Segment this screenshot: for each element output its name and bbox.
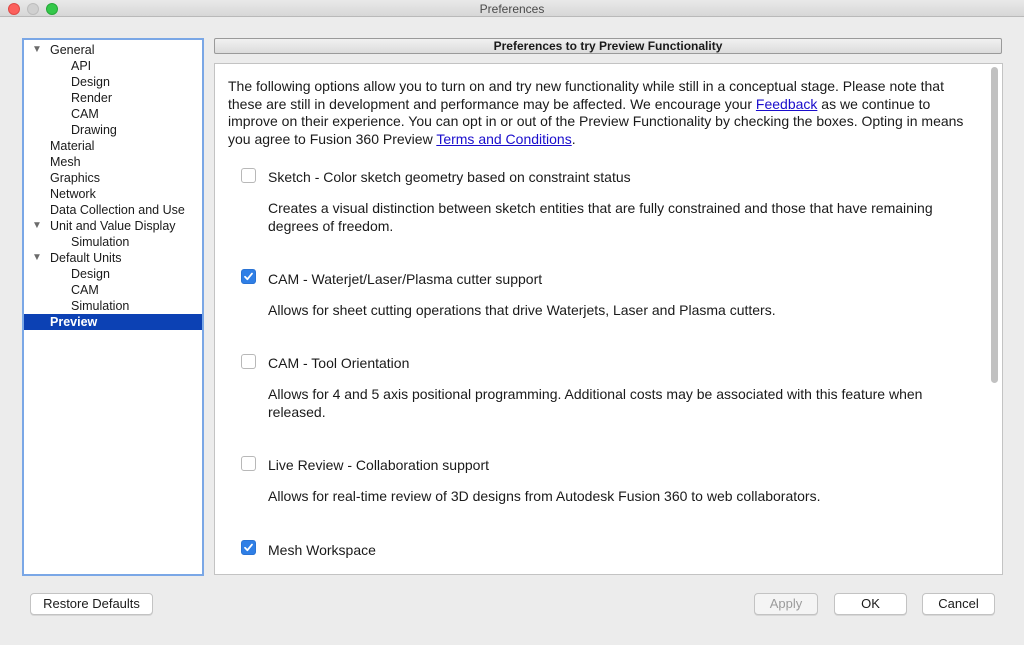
tree-item-cam[interactable] xyxy=(24,106,202,122)
tree-item-label: Render xyxy=(71,91,112,105)
option-description: Allows for 4 and 5 axis positional programming. Additional costs may be associated with this feature when released. xyxy=(268,386,923,420)
disclosure-triangle-icon[interactable]: ▼ xyxy=(32,252,42,263)
option-description: Creates a visual distinction between sketch entities that are fully constrained and those that have remaining degrees of freedom. xyxy=(268,200,933,234)
tree-item-label: Data Collection and Use xyxy=(50,203,185,217)
tree-item-label: Material xyxy=(50,139,95,153)
option-title: Mesh Workspace xyxy=(268,542,376,558)
title-bar xyxy=(0,0,1024,17)
option-title: CAM - Tool Orientation xyxy=(268,355,410,371)
tree-item-network[interactable] xyxy=(24,186,202,202)
disclosure-triangle-icon[interactable]: ▼ xyxy=(32,44,42,55)
tree-item-data-collection[interactable] xyxy=(24,202,202,218)
tree-item-label: Design xyxy=(71,267,110,281)
terms-link[interactable]: Terms and Conditions xyxy=(436,130,572,147)
sketch-color-checkbox[interactable] xyxy=(241,168,256,183)
tree-item-label: Simulation xyxy=(71,235,130,249)
tree-item-label: Default Units xyxy=(50,251,122,265)
tree-item-label: Mesh xyxy=(50,155,81,169)
ok-button[interactable]: OK xyxy=(834,593,907,615)
cancel-button[interactable]: Cancel xyxy=(922,593,995,615)
intro-text-part: The following options allow you to turn on and try new functionality while still in a conceptual stage. Please note that these are still in development and performance may be affected. We encourage your xyxy=(228,78,944,112)
tree-item-design[interactable] xyxy=(24,74,202,90)
tree-item-label: Drawing xyxy=(71,123,117,137)
tree-item-simulation[interactable] xyxy=(24,234,202,250)
preferences-tree xyxy=(22,38,204,576)
tree-item-graphics[interactable] xyxy=(24,170,202,186)
tree-item-label: Graphics xyxy=(50,171,101,185)
intro-text-part: as we continue to improve on their experience. You can opt in or out of the Preview Functionality by checking the boxes. Opting in means you agree to Fusion 360 Preview xyxy=(228,95,964,147)
disclosure-triangle-icon[interactable]: ▼ xyxy=(32,220,42,231)
tree-item-label: Simulation xyxy=(71,299,130,313)
apply-button[interactable]: Apply xyxy=(754,593,818,615)
tree-item-unit-value-display[interactable] xyxy=(24,218,202,234)
window-title: Preferences xyxy=(479,2,545,16)
tree-item-preview[interactable] xyxy=(24,314,202,330)
panel-header: Preferences to try Preview Functionality xyxy=(214,38,1002,54)
restore-defaults-button[interactable]: Restore Defaults xyxy=(30,593,153,615)
scrollbar-thumb[interactable] xyxy=(991,67,998,383)
tree-item-default-units[interactable] xyxy=(24,250,202,266)
tree-item-units-design[interactable] xyxy=(24,266,202,282)
cam-tool-orientation-checkbox[interactable] xyxy=(241,354,256,369)
tree-item-label: Design xyxy=(71,75,110,89)
intro-text-part: . xyxy=(571,130,576,147)
option-description: Allows for real-time review of 3D designs from Autodesk Fusion 360 to web collaborators. xyxy=(268,488,821,504)
checkmark-icon xyxy=(243,271,254,282)
checkmark-icon xyxy=(243,542,254,553)
option-title: CAM - Waterjet/Laser/Plasma cutter support xyxy=(268,271,543,287)
cam-waterjet-checkbox[interactable] xyxy=(241,269,256,284)
feedback-link[interactable]: Feedback xyxy=(755,95,818,112)
option-description: Allows for sheet cutting operations that drive Waterjets, Laser and Plasma cutters. xyxy=(268,302,776,318)
tree-item-label: Preview xyxy=(50,315,98,329)
preview-options-panel xyxy=(214,63,1003,575)
intro-text xyxy=(228,78,973,148)
tree-item-api[interactable] xyxy=(24,58,202,74)
tree-item-general[interactable] xyxy=(24,42,202,58)
tree-item-label: Network xyxy=(50,187,96,201)
tree-item-drawing[interactable] xyxy=(24,122,202,138)
tree-item-material[interactable] xyxy=(24,138,202,154)
tree-item-label: CAM xyxy=(71,283,99,297)
tree-item-label: CAM xyxy=(71,107,99,121)
tree-item-label: API xyxy=(71,59,92,73)
option-title: Sketch - Color sketch geometry based on constraint status xyxy=(268,169,631,185)
tree-item-render[interactable] xyxy=(24,90,202,106)
option-title: Live Review - Collaboration support xyxy=(268,457,489,473)
tree-item-label: General xyxy=(50,43,95,57)
tree-item-units-cam[interactable] xyxy=(24,282,202,298)
tree-item-label: Unit and Value Display xyxy=(50,219,176,233)
live-review-checkbox[interactable] xyxy=(241,456,256,471)
mesh-workspace-checkbox[interactable] xyxy=(241,540,256,555)
tree-item-mesh[interactable] xyxy=(24,154,202,170)
tree-item-units-simulation[interactable] xyxy=(24,298,202,314)
